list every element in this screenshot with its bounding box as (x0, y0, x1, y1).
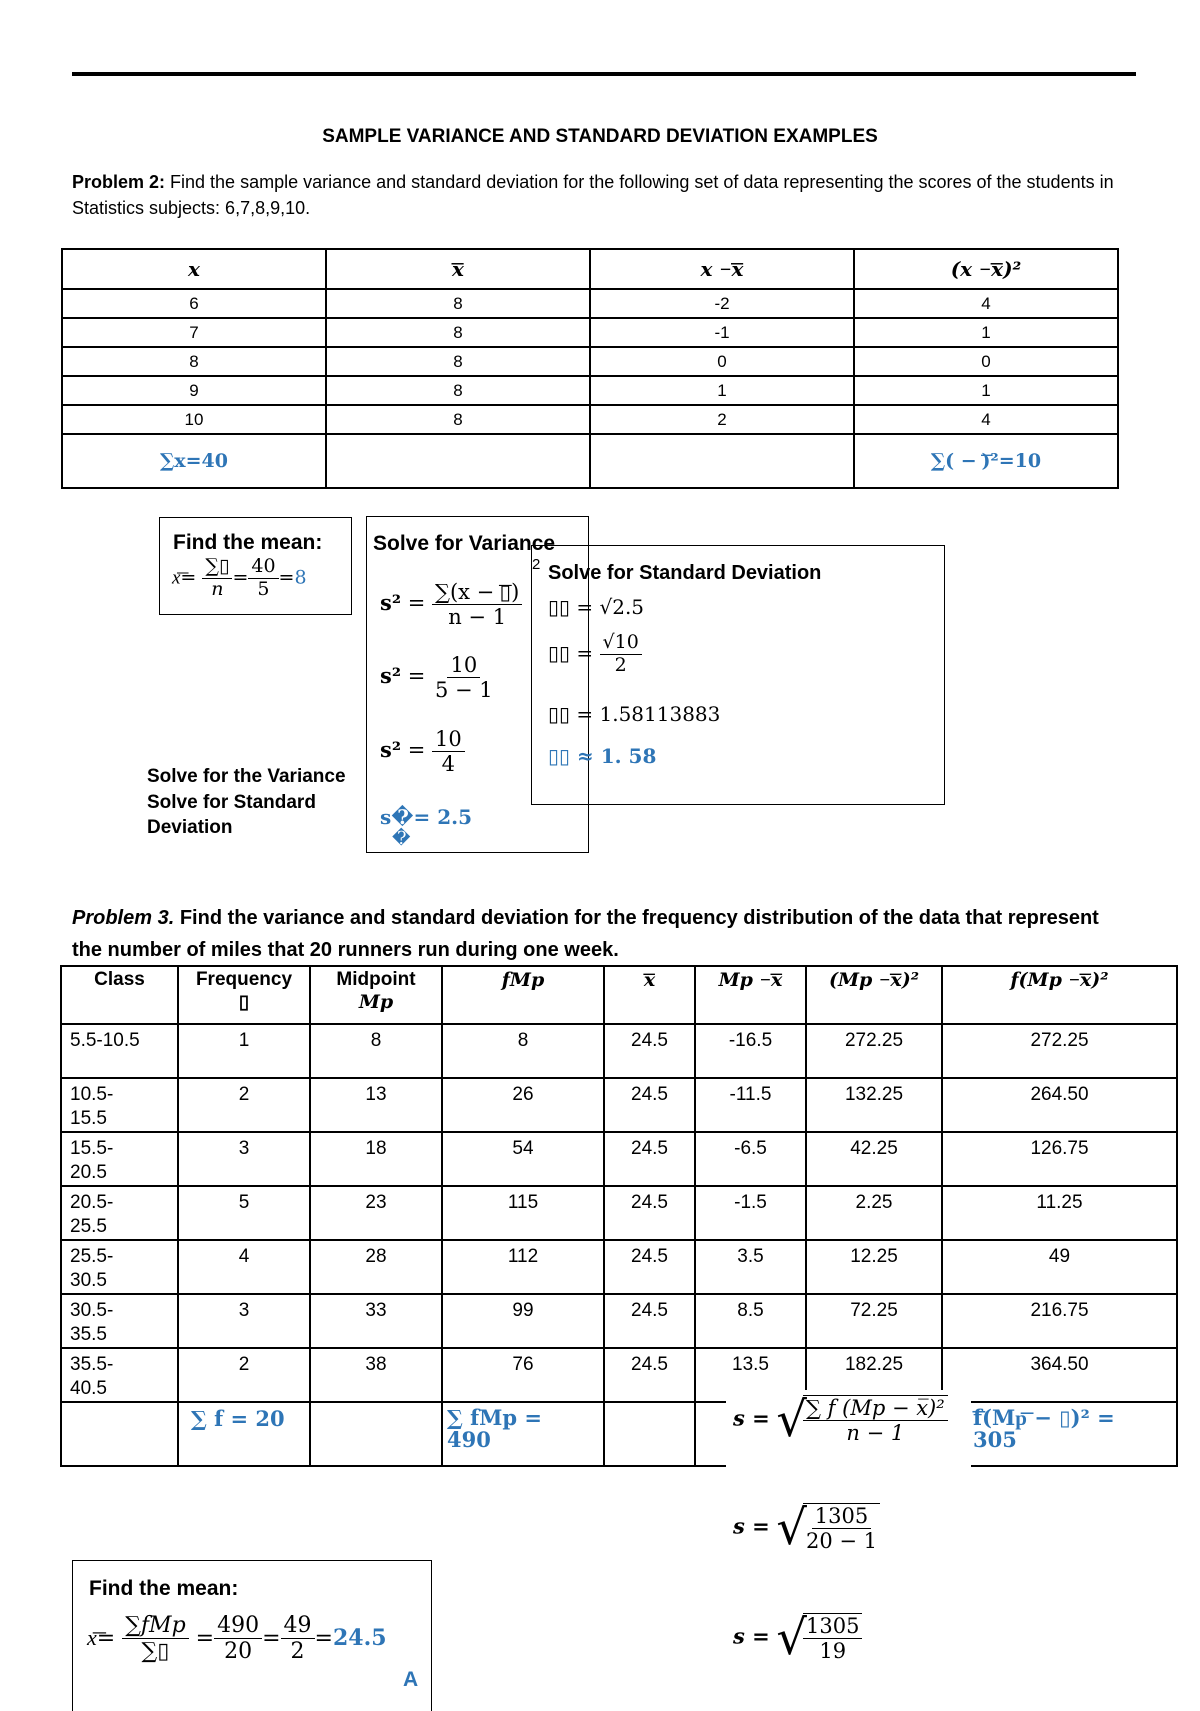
header-weighted-squared: f(Mp −͞x)² (942, 966, 1177, 1024)
table-cell: 49 (942, 1240, 1177, 1294)
sd-formula-1: s = √ $\frac{\text{∑ f (Mp − x̅)²}}{n - 1}$ (733, 1392, 948, 1448)
table-cell: 20.5- 25.5 (61, 1186, 178, 1240)
table-cell: 30.5- 35.5 (61, 1294, 178, 1348)
side-label-sd-2: Deviation (147, 817, 233, 838)
table-cell: 8 (62, 347, 326, 376)
table-cell: 26 (442, 1078, 604, 1132)
table-cell: 1 (854, 318, 1118, 347)
table-cell: 18 (310, 1132, 442, 1186)
table-cell: 72.25 (806, 1294, 942, 1348)
table-cell: 5.5-10.5 (61, 1024, 178, 1078)
table-row (61, 1078, 1177, 1132)
table-cell: 6 (62, 289, 326, 318)
top-rule (72, 72, 1136, 76)
table-cell: 2 (178, 1348, 310, 1402)
mean-box (159, 517, 352, 615)
table-sum-row (61, 1402, 1177, 1466)
variance-formula-1: s² = $\frac{\sum(x - ͞▯)}{n - 1}$ (380, 580, 522, 629)
table-cell: 115 (442, 1186, 604, 1240)
table-cell: 24.5 (604, 1186, 695, 1240)
table-cell: -2 (590, 289, 854, 318)
sd-formula-2: s = √ $\frac{1305}{20 - 1}$ (733, 1500, 880, 1556)
table-cell: 33 (310, 1294, 442, 1348)
problem-2-text: Find the sample variance and standard deviation for the following set of data representing the scores of the students in Statistics subjects: 6,7,8,9,10. (72, 172, 1114, 218)
table-cell: 4 (854, 289, 1118, 318)
table-row (61, 1132, 1177, 1186)
table-cell: 35.5- 40.5 (61, 1348, 178, 1402)
table-cell: 8 (326, 347, 590, 376)
table-cell: 8 (326, 405, 590, 434)
table-cell: 24.5 (604, 1348, 695, 1402)
table-header-row (62, 249, 1118, 289)
table-cell: -11.5 (695, 1078, 806, 1132)
header-deviation: Mp −͞x (695, 966, 806, 1024)
variance-formula-2: s² = $\frac{10}{5 - 1}$ (380, 653, 493, 703)
sqrt-icon: √ (776, 1500, 808, 1556)
empty-cell (590, 434, 854, 488)
table-row (61, 1348, 1177, 1402)
table-header-row (61, 966, 1177, 1024)
table-cell: 364.50 (942, 1348, 1177, 1402)
table-cell: 99 (442, 1294, 604, 1348)
sd-line-2: ▯▯ = $\frac{√10}{2}$ (548, 632, 642, 677)
table-cell: 76 (442, 1348, 604, 1402)
table-cell: 264.50 (942, 1078, 1177, 1132)
variance-formula-3: s² = $\frac{10}{4}$ (380, 727, 465, 776)
header-squared-deviation: (Mp −͞x)² (806, 966, 942, 1024)
table-cell: 13 (310, 1078, 442, 1132)
table-cell: 0 (854, 347, 1118, 376)
table-cell: 4 (854, 405, 1118, 434)
sd-result: ▯▯ ≈ 1. 58 (548, 744, 657, 768)
table-sum-row (62, 434, 1118, 488)
sum-weighted-squared: ͞f(Mp͞ − ▯)² = 305 (942, 1402, 1177, 1466)
table-cell: 25.5- 30.5 (61, 1240, 178, 1294)
table-cell: 8 (442, 1024, 604, 1078)
table-cell: 3.5 (695, 1240, 806, 1294)
side-label-variance: Solve for the Variance (147, 766, 346, 787)
table-cell: 8 (326, 376, 590, 405)
page-title: SAMPLE VARIANCE AND STANDARD DEVIATION EXAMPLES (322, 126, 878, 147)
table-cell: 3 (178, 1132, 310, 1186)
table-cell: 1 (590, 376, 854, 405)
table-cell: -1.5 (695, 1186, 806, 1240)
sd-box-label: Solve for Standard Deviation (548, 562, 822, 584)
table-cell: 1 (178, 1024, 310, 1078)
table-cell: 2 (590, 405, 854, 434)
table-cell: 272.25 (806, 1024, 942, 1078)
table-cell: -1 (590, 318, 854, 347)
table-cell: 15.5- 20.5 (61, 1132, 178, 1186)
sd-formula-3: s = √ $\frac{1305}{19}$ (733, 1610, 862, 1666)
table-row (62, 318, 1118, 347)
variance-result: s�= 2.5 (380, 805, 473, 829)
table-cell: 24.5 (604, 1024, 695, 1078)
table-cell: 7 (62, 318, 326, 347)
sqrt-icon: √ (776, 1610, 808, 1666)
problem-3-statement (72, 902, 1132, 966)
mean-2-result-tail: A (403, 1668, 419, 1691)
header-mean: ͞x (326, 249, 590, 289)
table-row (61, 1186, 1177, 1240)
table-cell: 126.75 (942, 1132, 1177, 1186)
table-cell: 272.25 (942, 1024, 1177, 1078)
problem-2-statement (72, 169, 1132, 221)
sd-line-3: ▯▯ = 1.58113883 (548, 702, 721, 726)
table-cell: 5 (178, 1186, 310, 1240)
sd-line-1: ▯▯ = √2.5 (548, 595, 645, 619)
table-cell: 38 (310, 1348, 442, 1402)
table-cell: 0 (590, 347, 854, 376)
table-cell: 3 (178, 1294, 310, 1348)
table-cell: 11.25 (942, 1186, 1177, 1240)
mean-box-label: Find the mean: (173, 531, 323, 554)
table-cell: 4 (178, 1240, 310, 1294)
header-x: x (62, 249, 326, 289)
mean-fraction-1: $\frac{\sum▯}{n}$ (202, 556, 232, 601)
table-row (61, 1294, 1177, 1348)
mean-formula-2: x͞= $\frac{\text{∑fMp}}{\sum▯}$ = $\frac{490}{20}$ = $\frac{49}{2}$ =24.5 (87, 1613, 387, 1665)
table-cell: 8 (326, 289, 590, 318)
problem-3-label: Problem 3. (72, 907, 175, 929)
table-cell: 112 (442, 1240, 604, 1294)
table-cell: 24.5 (604, 1132, 695, 1186)
mean-formula: x͞= $\frac{\sum▯}{n}$ = $\frac{40}{5}$ =8 (172, 555, 307, 600)
mean-lhs: x͞= (172, 566, 197, 589)
table-row (61, 1024, 1177, 1078)
table-cell: 8 (326, 318, 590, 347)
frequency-table (60, 965, 1178, 1467)
table-cell: 13.5 (695, 1348, 806, 1402)
mean-box-2-label: Find the mean: (89, 1577, 239, 1600)
table-row (61, 1240, 1177, 1294)
header-deviation: x −͞x (590, 249, 854, 289)
header-midpoint: Midpoint Mp (310, 966, 442, 1024)
header-frequency: Frequency ▯ (178, 966, 310, 1024)
table-cell: 28 (310, 1240, 442, 1294)
table-cell: 24.5 (604, 1078, 695, 1132)
mean-fraction-2: $\frac{40}{5}$ (248, 556, 278, 601)
mean-2-result: 24.5 (332, 1624, 387, 1651)
empty-cell (310, 1402, 442, 1466)
header-fmp: fMp (442, 966, 604, 1024)
variance-box-label: Solve for Variance (373, 532, 556, 555)
header-mean: ͞x (604, 966, 695, 1024)
variance-result-glyph: � (392, 828, 411, 849)
table-cell: 8 (310, 1024, 442, 1078)
sum-frequency: ∑ f = 20 (178, 1402, 310, 1466)
table-cell: 9 (62, 376, 326, 405)
header-squared-deviation: (x −͞x)² (854, 249, 1118, 289)
table-cell: 2.25 (806, 1186, 942, 1240)
table-cell: 182.25 (806, 1348, 942, 1402)
sqrt-icon: √ (776, 1392, 808, 1448)
table-cell: 12.25 (806, 1240, 942, 1294)
table-cell: 132.25 (806, 1078, 942, 1132)
table-cell: 2 (178, 1078, 310, 1132)
sum-fmp: ∑ fMp = 490 (442, 1402, 604, 1466)
table-cell: 24.5 (604, 1240, 695, 1294)
table-cell: 10 (62, 405, 326, 434)
empty-cell (61, 1402, 178, 1466)
table-cell: 42.25 (806, 1132, 942, 1186)
header-class: Class (61, 966, 178, 1024)
table-cell: 8.5 (695, 1294, 806, 1348)
table-cell: 216.75 (942, 1294, 1177, 1348)
table-cell: 54 (442, 1132, 604, 1186)
table-cell: 23 (310, 1186, 442, 1240)
problem-3-text: Find the variance and standard deviation for the frequency distribution of the data that represent the number of miles that 20 runners run during one week. (72, 907, 1099, 961)
problem-2-label: Problem 2: (72, 172, 166, 192)
empty-cell (604, 1402, 695, 1466)
mean-box-2 (72, 1560, 432, 1711)
table-row (62, 405, 1118, 434)
table-row (62, 347, 1118, 376)
table-cell: 10.5- 15.5 (61, 1078, 178, 1132)
table-cell: -16.5 (695, 1024, 806, 1078)
sum-squared: ∑( − ͞)²=10 (854, 434, 1118, 488)
table-row (62, 289, 1118, 318)
mean-result: 8 (294, 566, 307, 589)
data-table (61, 248, 1119, 489)
empty-cell (326, 434, 590, 488)
side-label-sd: Solve for Standard (147, 792, 316, 813)
sum-x: ∑x=40 (62, 434, 326, 488)
table-cell: 1 (854, 376, 1118, 405)
table-cell: 24.5 (604, 1294, 695, 1348)
exponent-2: 2 (532, 556, 541, 573)
table-row (62, 376, 1118, 405)
table-cell: -6.5 (695, 1132, 806, 1186)
